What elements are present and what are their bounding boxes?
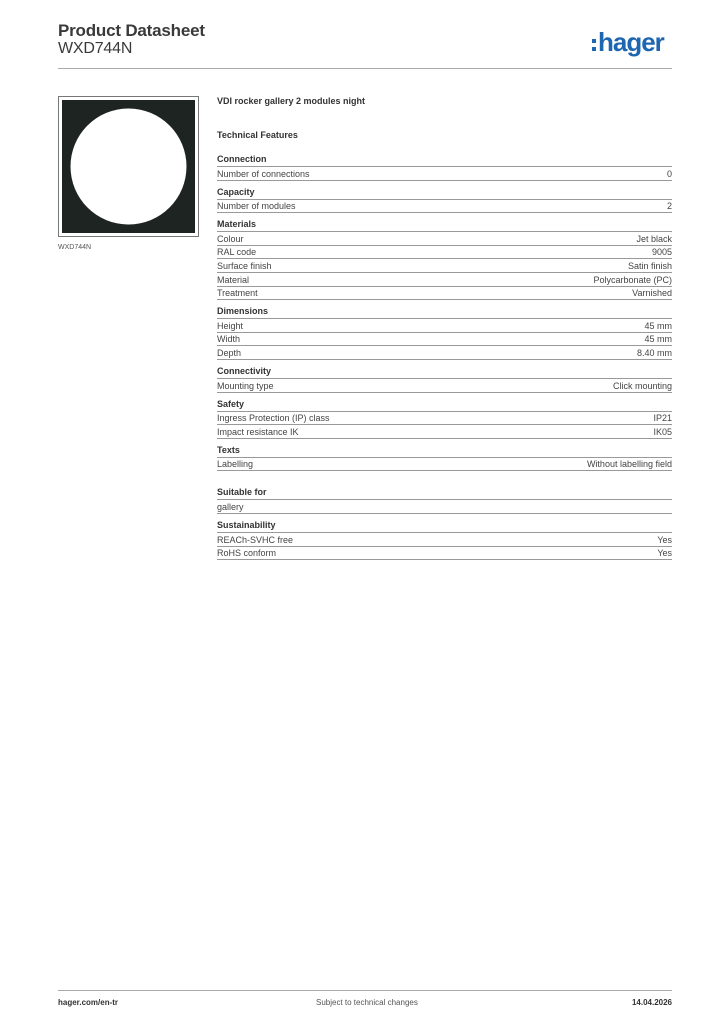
spec-value: 9005 [651, 247, 672, 258]
section-heading: Connectivity [217, 366, 672, 379]
spec-row [217, 425, 672, 439]
spec-row [217, 232, 672, 246]
technical-features-heading: Technical Features [217, 130, 298, 140]
section-sustainability [217, 520, 672, 560]
spec-value: Without labelling field [586, 459, 672, 470]
section-connectivity [217, 366, 672, 393]
spec-row [217, 319, 672, 333]
spec-row [217, 273, 672, 287]
spec-label: gallery [217, 501, 244, 512]
section-heading: Connection [217, 154, 672, 167]
product-image [58, 96, 199, 237]
spec-label: Treatment [217, 288, 258, 299]
spec-row [217, 259, 672, 273]
section-rows [217, 500, 672, 514]
section-connection [217, 154, 672, 181]
spec-label: Ingress Protection (IP) class [217, 413, 330, 424]
spec-row [217, 412, 672, 426]
spec-label: Number of modules [217, 201, 296, 212]
section-dimensions [217, 306, 672, 360]
spec-label: Depth [217, 347, 242, 358]
section-rows [217, 533, 672, 560]
spec-row [217, 200, 672, 214]
section-texts [217, 445, 672, 472]
spec-row [217, 533, 672, 547]
spec-row [217, 547, 672, 561]
logo-wordmark: hager [598, 26, 664, 57]
section-heading: Sustainability [217, 520, 672, 533]
spec-label: Width [217, 334, 241, 345]
spec-value: Varnished [632, 288, 672, 299]
section-rows [217, 200, 672, 214]
section-rows [217, 458, 672, 472]
section-rows [217, 379, 672, 393]
section-heading: Capacity [217, 187, 672, 200]
spec-value: Yes [657, 534, 672, 545]
spec-label: Surface finish [217, 260, 272, 271]
product-name: VDI rocker gallery 2 modules night [217, 96, 366, 106]
section-safety [217, 399, 672, 439]
header-divider [58, 68, 672, 69]
spec-value: Satin finish [627, 260, 672, 271]
spec-row [217, 167, 672, 181]
spec-value: 45 mm [644, 334, 672, 345]
spec-value: 2 [666, 201, 672, 212]
section-heading: Suitable for [217, 487, 672, 500]
footer-website-link[interactable]: hager.com/en-tr [58, 998, 119, 1007]
spec-row [217, 333, 672, 347]
section-capacity [217, 187, 672, 214]
spec-value: Yes [657, 548, 672, 559]
section-rows [217, 319, 672, 360]
spec-label: RAL code [217, 247, 257, 258]
section-rows [217, 167, 672, 181]
spec-label: Number of connections [217, 168, 310, 179]
product-code: WXD744N [58, 40, 133, 57]
section-suitable-for [217, 487, 672, 514]
spec-label: REACh-SVHC free [217, 534, 294, 545]
spec-value: Polycarbonate (PC) [593, 274, 672, 285]
spec-label: RoHS conform [217, 548, 277, 559]
spec-row [217, 500, 672, 514]
hager-logo [592, 27, 664, 57]
spec-row [217, 287, 672, 301]
image-caption: WXD744N [58, 244, 92, 251]
spec-label: Labelling [217, 459, 254, 470]
page-title: Product Datasheet [58, 21, 205, 40]
spec-value: Click mounting [612, 380, 672, 391]
spec-row [217, 346, 672, 360]
footer-notice: Subject to technical changes [316, 998, 418, 1007]
section-rows [217, 232, 672, 300]
spec-label: Mounting type [217, 380, 274, 391]
spec-value: 8.40 mm [636, 347, 672, 358]
spec-value: IP21 [653, 413, 672, 424]
footer-date: 14.04.2026 [631, 998, 672, 1007]
footer-divider [58, 990, 672, 991]
spec-value: Jet black [636, 233, 672, 244]
spec-panel [217, 96, 672, 566]
spec-label: Height [217, 320, 244, 331]
section-heading: Texts [217, 445, 672, 458]
section-rows [217, 412, 672, 439]
section-heading: Safety [217, 399, 672, 412]
spec-row [217, 246, 672, 260]
spec-label: Material [217, 274, 250, 285]
spec-row [217, 458, 672, 472]
spec-value: 45 mm [644, 320, 672, 331]
spec-label: Impact resistance IK [217, 426, 299, 437]
spec-value: 0 [666, 168, 672, 179]
spec-row [217, 379, 672, 393]
spec-label: Colour [217, 233, 244, 244]
rocker-plate-icon [59, 97, 198, 236]
section-materials [217, 219, 672, 300]
logo-dots-icon [592, 39, 596, 51]
section-heading: Materials [217, 219, 672, 232]
section-heading: Dimensions [217, 306, 672, 319]
spec-value: IK05 [653, 426, 672, 437]
